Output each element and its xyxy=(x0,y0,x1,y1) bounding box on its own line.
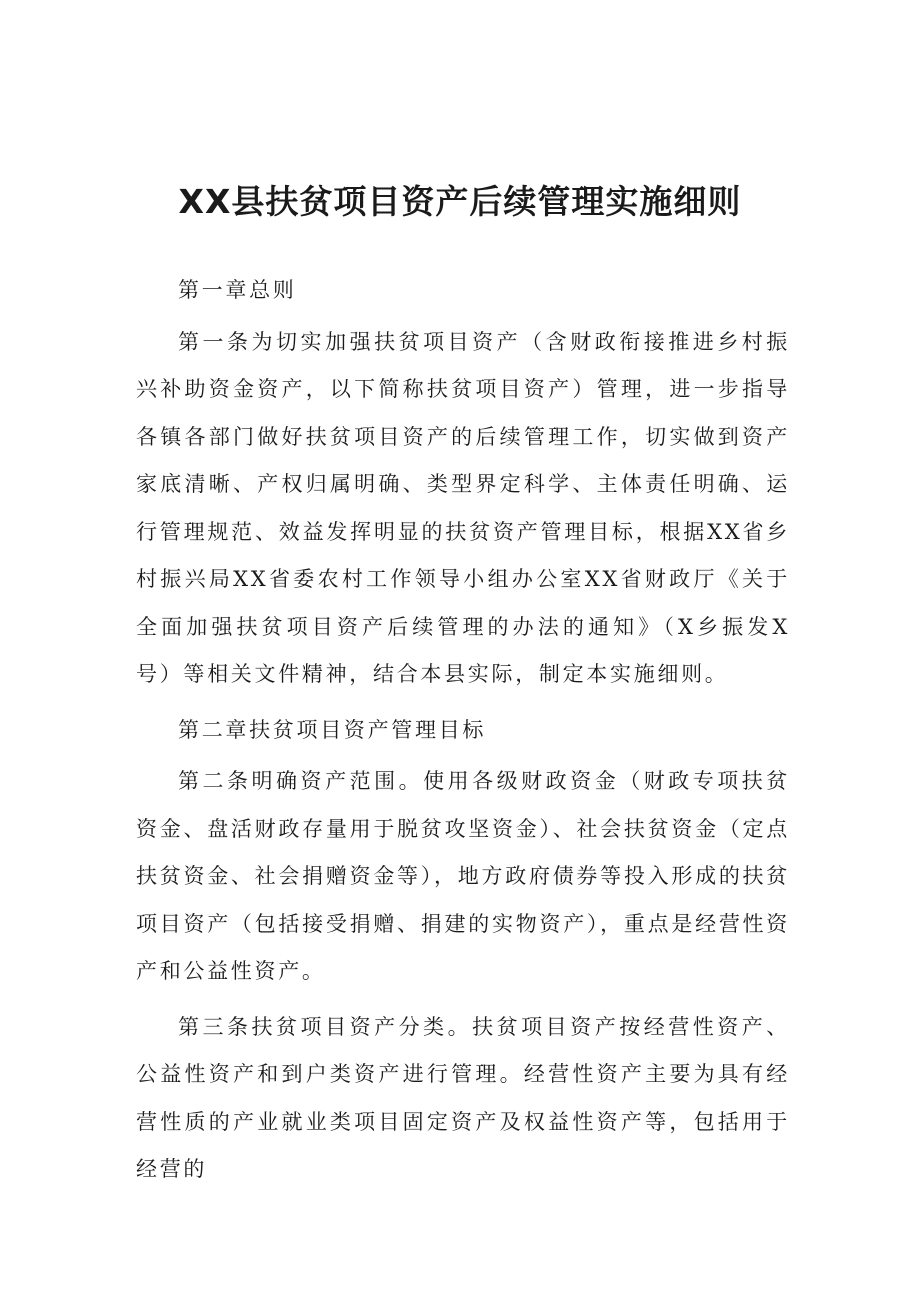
article-2: 第二条明确资产范围。使用各级财政资金（财政专项扶贫资金、盘活财政存量用于脱贫攻坚资金）、社会扶贫资金（定点扶贫资金、社会捐赠资金等），地方政府债券等投入形成的扶贫项目资产（包括接受捐赠、捐建的实物资产），重点是经营性资产和公益性资产。 xyxy=(136,769,790,983)
document-body xyxy=(136,267,790,1202)
article-3: 第三条扶贫项目资产分类。扶贫项目资产按经营性资产、公益性资产和到户类资产进行管理。经营性资产主要为具有经营性质的产业就业类项目固定资产及权益性资产等，包括用于经营的 xyxy=(136,1014,790,1181)
article-1: 第一条为切实加强扶贫项目资产（含财政衔接推进乡村振兴补助资金资产，以下简称扶贫项目资产）管理，进一步指导各镇各部门做好扶贫项目资产的后续管理工作，切实做到资产家底清晰、产权归属明确、类型界定科学、主体责任明确、运行管理规范、效益发挥明显的扶贫资产管理目标，根据XX省乡村振兴局XX省委农村工作领导小组办公室XX省财政厅《关于全面加强扶贫项目资产后续管理的办法的通知》（X乡振发X号）等相关文件精神，结合本县实际，制定本实施细则。 xyxy=(136,329,790,686)
chapter-heading-2: 第二章扶贫项目资产管理目标 xyxy=(178,717,487,742)
document-title: XX县扶贫项目资产后续管理实施细则 xyxy=(178,182,742,221)
chapter-heading-1: 第一章总则 xyxy=(178,278,297,302)
